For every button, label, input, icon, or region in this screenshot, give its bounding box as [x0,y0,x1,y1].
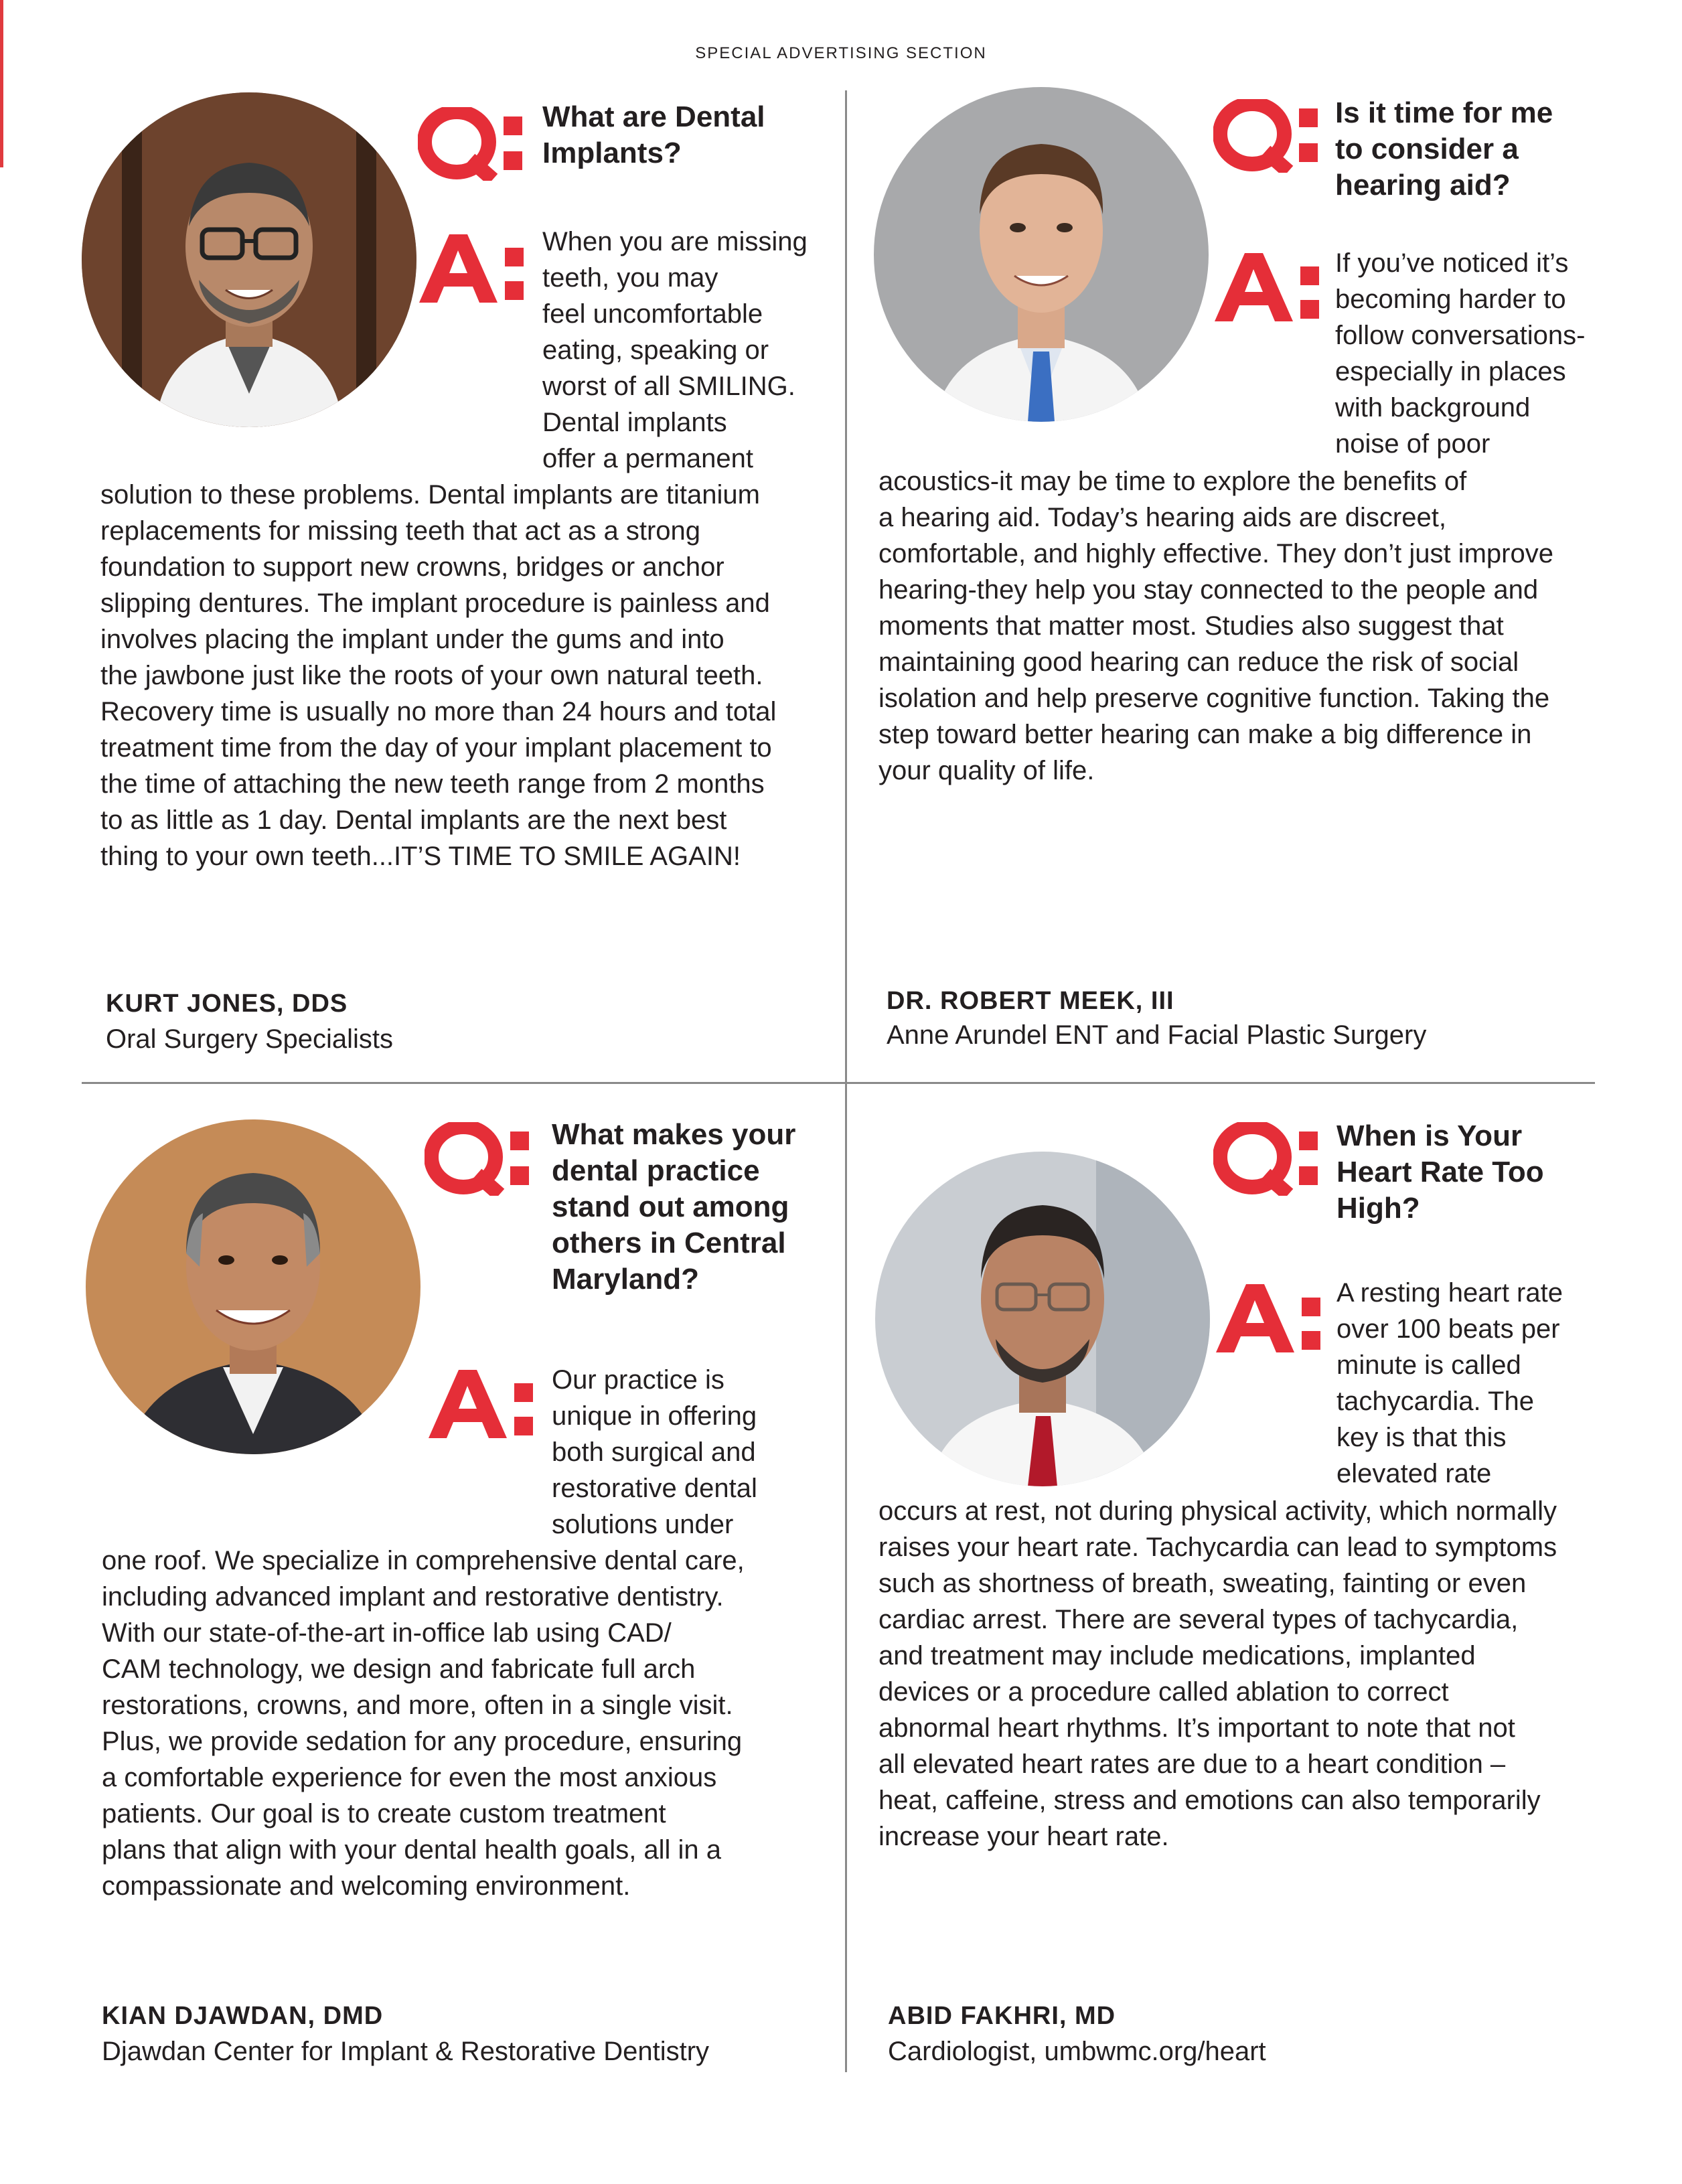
doctor-organization: Djawdan Center for Implant & Restorative Dentistry [102,2037,710,2066]
doctor-organization: Cardiologist, umbwmc.org/heart [888,2037,1266,2066]
question-text: Is it time for me to consider a hearing aid? [1335,96,1553,202]
answer-a-icon [1216,1284,1330,1354]
answer-a-icon [429,1370,542,1440]
answer-lead-text: Our practice is unique in offering both surgical and restorative dental solutions under [552,1365,757,1539]
question-text: What makes your dental practice stand out among others in Central Maryland? [552,1118,796,1296]
doctor-organization: Anne Arundel ENT and Facial Plastic Surgery [887,1020,1427,1050]
question-q-icon [418,107,532,181]
doctor-portrait-kurt-jones-icon [82,92,416,427]
question-text: When is Your Heart Rate Too High? [1336,1119,1544,1225]
doctor-name: ABID FAKHRI, MD [888,2002,1116,2030]
answer-a-icon [419,234,533,305]
answer-lead-text: If you’ve noticed it’s becoming harder to follow conversations- especially in places with background noise of poor [1335,248,1586,459]
row-divider [82,1082,1595,1084]
doctor-portrait-abid-fakhri-icon [875,1152,1210,1486]
doctor-name: KURT JONES, DDS [106,990,348,1018]
doctor-organization: Oral Surgery Specialists [106,1024,394,1054]
answer-lead-text: A resting heart rate over 100 beats per minute is called tachycardia. The key is that this elevated rate [1336,1278,1563,1488]
answer-a-icon [1215,253,1328,323]
doctor-portrait-kian-djawdan-icon [86,1119,420,1454]
question-q-icon [1213,1122,1327,1196]
question-q-icon [425,1122,538,1196]
answer-body-text: one roof. We specialize in comprehensive dental care, including advanced implant and restorative dentistry. With our state-of-the-art in-office lab using CAD/ CAM technology, we design and fabricate full arch restorations, crowns, and more, often in a single visit. Plus, we provide sedation for any procedure, ensuring a comfortable experience for even the most anxious patients. Our goal is to create custom treatment plans that align with your dental health goals, all in a compassionate and welcoming environment. [102,1546,745,1901]
doctor-portrait-robert-meek-icon [874,87,1209,422]
question-text: What are Dental Implants? [542,100,765,169]
column-divider [845,90,847,2072]
question-q-icon [1213,99,1327,173]
answer-body-text: occurs at rest, not during physical activity, which normally raises your heart rate. Tachycardia can lead to symptoms such as shortness of breath, sweating, fainting or even cardiac arrest. There are several types of tachycardia, and treatment may include medications, implanted devices or a procedure called ablation to correct abnormal heart rhythms. It’s important to note that not all elevated heart rates are due to a heart condition – heat, caffeine, stress and emotions can also temporarily increase your heart rate. [878,1496,1557,1851]
page-edge-mark [0,0,3,167]
answer-body-text: acoustics-it may be time to explore the benefits of a hearing aid. Today’s hearing aids are discreet, comfortable, and highly effective. They don’t just improve hearing-they help you stay connected to the people and moments that matter most. Studies also suggest that maintaining good hearing can reduce the risk of social isolation and help preserve cognitive function. Taking the step toward better hearing can make a big difference in your quality of life. [878,467,1553,785]
section-header: SPECIAL ADVERTISING SECTION [695,44,987,62]
answer-body-text: solution to these problems. Dental implants are titanium replacements for missing teeth that act as a strong foundation to support new crowns, bridges or anchor slipping dentures. The implant procedure is painless and involves placing the implant under the gums and into the jawbone just like the roots of your own natural teeth. Recovery time is usually no more than 24 hours and total treatment time from the day of your implant placement to the time of attaching the new teeth range from 2 months to as little as 1 day. Dental implants are the next best thing to your own teeth...IT’S TIME TO SMILE AGAIN! [100,480,777,871]
doctor-name: KIAN DJAWDAN, DMD [102,2002,384,2030]
answer-lead-text: When you are missing teeth, you may feel uncomfortable eating, speaking or worst of all SMILING. Dental implants offer a permanent [542,227,808,473]
doctor-name: DR. ROBERT MEEK, III [887,987,1174,1015]
